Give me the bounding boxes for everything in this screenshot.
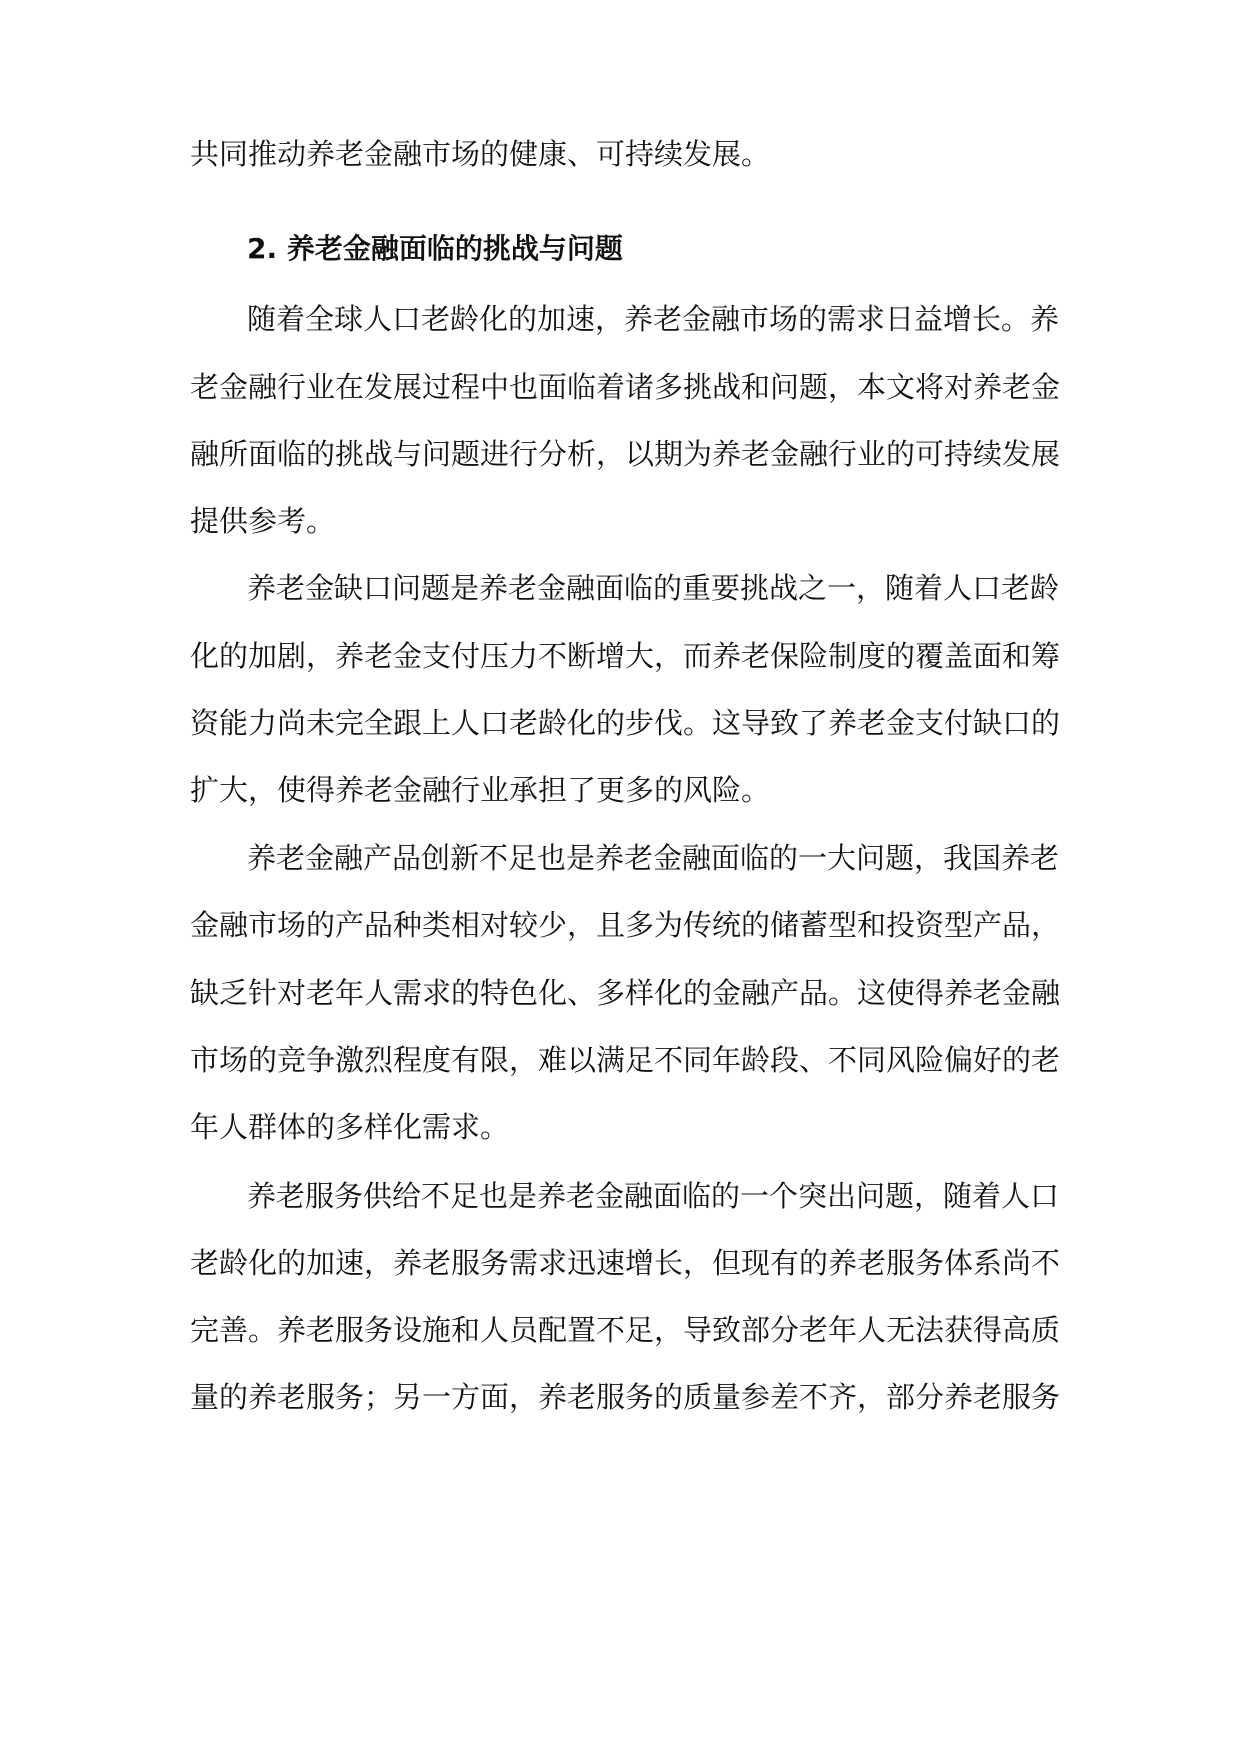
paragraph-1-line-1: 随着全球人口老龄化的加速，养老金融市场的需求日益增长。养 <box>247 302 1060 336</box>
paragraph-4-line-4: 量的养老服务；另一方面，养老服务的质量参差不齐，部分养老服务 <box>190 1380 1061 1414</box>
paragraph-3-line-3: 缺乏针对老年人需求的特色化、多样化的金融产品。这使得养老金融 <box>190 976 1061 1010</box>
intro-tail-line: 共同推动养老金融市场的健康、可持续发展。 <box>190 137 771 171</box>
paragraph-2-line-4: 扩大，使得养老金融行业承担了更多的风险。 <box>190 773 771 807</box>
paragraph-2-line-1: 养老金缺口问题是养老金融面临的重要挑战之一，随着人口老龄 <box>247 571 1060 605</box>
paragraph-2-line-3: 资能力尚未完全跟上人口老龄化的步伐。这导致了养老金支付缺口的 <box>190 706 1061 740</box>
paragraph-2-line-2: 化的加剧，养老金支付压力不断增大，而养老保险制度的覆盖面和筹 <box>190 639 1061 673</box>
paragraph-3-line-2: 金融市场的产品种类相对较少，且多为传统的储蓄型和投资型产品， <box>190 908 1061 942</box>
paragraph-3-line-5: 年人群体的多样化需求。 <box>190 1110 510 1144</box>
paragraph-1-line-3: 融所面临的挑战与问题进行分析，以期为养老金融行业的可持续发展 <box>190 437 1061 471</box>
section-heading: 2. 养老金融面临的挑战与问题 <box>247 232 623 265</box>
paragraph-4-line-3: 完善。养老服务设施和人员配置不足，导致部分老年人无法获得高质 <box>190 1313 1061 1347</box>
paragraph-4-line-1: 养老服务供给不足也是养老金融面临的一个突出问题，随着人口 <box>247 1179 1060 1213</box>
paragraph-4-line-2: 老龄化的加速，养老服务需求迅速增长，但现有的养老服务体系尚不 <box>190 1246 1061 1280</box>
paragraph-3-line-1: 养老金融产品创新不足也是养老金融面临的一大问题，我国养老 <box>247 841 1060 875</box>
paragraph-1-line-2: 老金融行业在发展过程中也面临着诸多挑战和问题，本文将对养老金 <box>190 370 1061 404</box>
paragraph-1-line-4: 提供参考。 <box>190 504 336 538</box>
paragraph-3-line-4: 市场的竞争激烈程度有限，难以满足不同年龄段、不同风险偏好的老 <box>190 1043 1061 1077</box>
